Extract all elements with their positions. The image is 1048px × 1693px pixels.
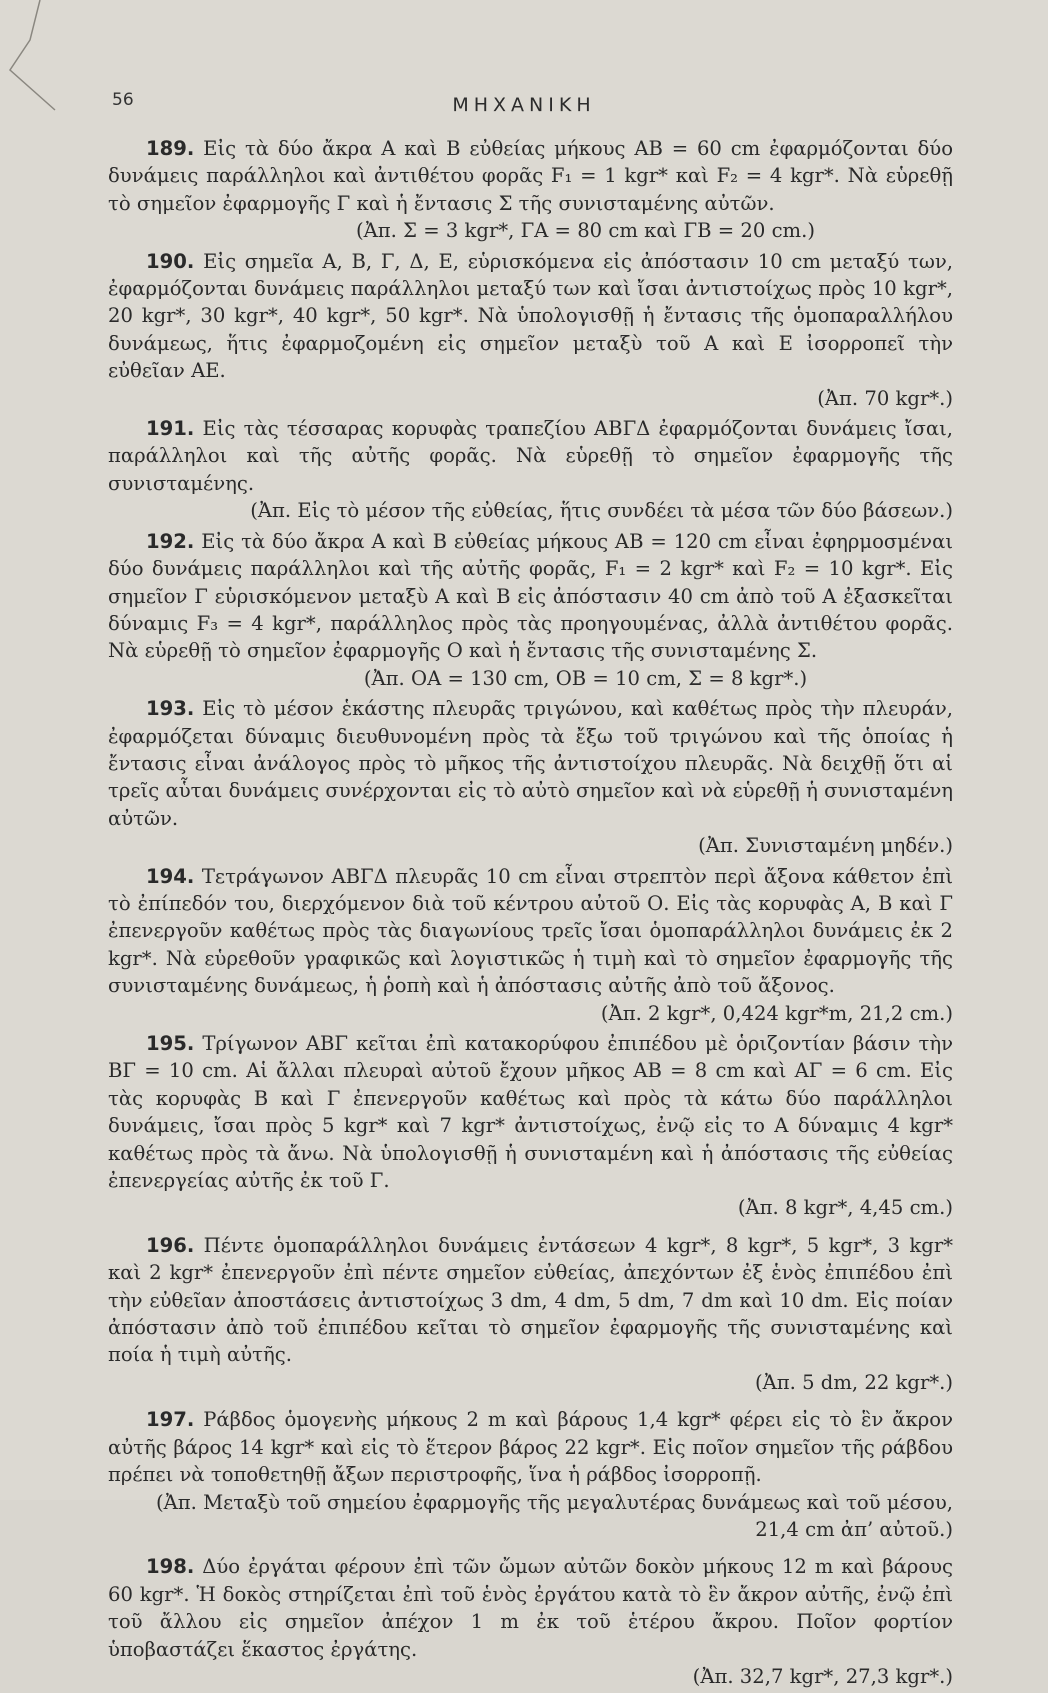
- problem-194: [108, 863, 953, 1027]
- problem-list: [108, 135, 953, 1693]
- problem-198: [108, 1553, 953, 1690]
- problem-answer: (Ἀπ. 5 dm, 22 kgr*.): [754, 1370, 953, 1394]
- problem-text: Εἰς τὰ δύο ἄκρα Α καὶ Β εὐθείας μήκους ΑΒ = 120 cm εἶναι ἐφηρμοσμέναι δύο δυνάμεις παράλληλοι καὶ τῆς αὐτῆς φορᾶς, F₁ = 2 kgr* καὶ F₂ = 10 kgr*. Εἰς σημεῖον Γ εὑρισκόμενον μεταξὺ Α καὶ Β εἰς ἀπόστασιν 40 cm ἀπὸ τοῦ Α ἐξασκεῖται δύναμις F₃ = 4 kgr*, παράλληλος πρὸς τὰς προηγουμένας, ἀλλὰ ἀντιθέτου φορᾶς. Νὰ εὑρεθῇ τὸ σημεῖον ἐφαρμογῆς Ο καὶ ἡ ἔντασις τῆς συνισταμένης Σ.: [108, 529, 953, 663]
- problem-text: Πέντε ὁμοπαράλληλοι δυνάμεις ἐντάσεων 4 kgr*, 8 kgr*, 5 kgr*, 3 kgr* καὶ 2 kgr* ἐπενεργοῦν ἐπὶ πέντε σημεῖον εὐθείας, ἀπεχόντων ἐξ ἑνὸς ἐπιπέδου ἐπὶ τὴν εὐθεῖαν ἀποστάσεις ἀντιστοίχως 3 dm, 4 dm, 5 dm, 7 dm καὶ 10 dm. Εἰς ποίαν ἀπόστασιν ἀπὸ τοῦ ἐπιπέδου κεῖται τὸ σημεῖον ἐφαρμογῆς τῆς συνισταμένης καὶ ποία ἡ τιμὴ αὐτῆς.: [108, 1233, 953, 1367]
- problem-answer: (Ἀπ. Εἰς τὸ μέσον τῆς εὐθείας, ἥτις συνδέει τὰ μέσα τῶν δύο βάσεων.): [250, 499, 953, 523]
- problem-196: [108, 1232, 953, 1396]
- problem-number: 196.: [146, 1233, 195, 1257]
- problem-number: 191.: [146, 417, 195, 441]
- problem-answer: (Ἀπ. 70 kgr*.): [817, 386, 953, 410]
- problem-text: Εἰς τὰ δύο ἄκρα Α καὶ Β εὐθείας μήκους ΑΒ = 60 cm ἐφαρμόζονται δύο δυνάμεις παράλληλοι καὶ ἀντιθέτου φορᾶς F₁ = 1 kgr* καὶ F₂ = 4 kgr*. Νὰ εὑρεθῇ τὸ σημεῖον ἐφαρμογῆς Γ καὶ ἡ ἔντασις Σ τῆς συνισταμένης αὐτῶν.: [108, 137, 953, 215]
- problem-189: [108, 135, 953, 245]
- problem-text: Εἰς σημεῖα Α, Β, Γ, Δ, Ε, εὑρισκόμενα εἰς ἀπόστασιν 10 cm μεταξύ των, ἐφαρμόζονται δυνάμεις παράλληλοι μεταξύ των καὶ ἴσαι ἀντιστοίχως πρὸς 10 kgr*, 20 kgr*, 30 kgr*, 40 kgr*, 50 kgr*. Νὰ ὑπολογισθῇ ἡ ἔντασις τῆς ὁμοπαραλλήλου δυνάμεως, ἥτις ἐφαρμοζομένη εἰς σημεῖον μεταξὺ τοῦ Α καὶ Ε ἰσορροπεῖ τὴν εὐθεῖαν ΑΕ.: [108, 249, 953, 383]
- problem-answer: (Ἀπ. 32,7 kgr*, 27,3 kgr*.): [692, 1664, 953, 1688]
- problem-192: [108, 528, 953, 692]
- problem-text: Εἰς τὰς τέσσαρας κορυφὰς τραπεζίου ΑΒΓΔ ἐφαρμόζονται δυνάμεις ἴσαι, παράλληλοι καὶ τῆς αὐτῆς φορᾶς. Νὰ εὑρεθῇ τὸ σημεῖον ἐφαρμογῆς τῆς συνισταμένης.: [108, 417, 953, 495]
- problem-answer: (Ἀπ. Μεταξὺ τοῦ σημείου ἐφαρμογῆς τῆς μεγαλυτέρας δυνάμεως καὶ τοῦ μέσου, 21,4 cm ἀπ’ αὐτοῦ.): [155, 1490, 953, 1541]
- problem-197: [108, 1406, 953, 1543]
- problem-195: [108, 1030, 953, 1222]
- problem-number: 193.: [146, 697, 195, 721]
- problem-text: Ράβδος ὁμογενὴς μήκους 2 m καὶ βάρους 1,4 kgr* φέρει εἰς τὸ ἓν ἄκρον αὐτῆς βάρος 14 kgr* καὶ εἰς τὸ ἕτερον βάρος 22 kgr*. Εἰς ποῖον σημεῖον τῆς ράβδου πρέπει νὰ τοποθετηθῇ ἄξων περιστροφῆς, ἵνα ἡ ράβδος ἰσορροπῇ.: [108, 1408, 953, 1487]
- problem-answer: (Ἀπ. 2 kgr*, 0,424 kgr*m, 21,2 cm.): [600, 1001, 953, 1025]
- problem-answer: (Ἀπ. Σ = 3 kgr*, ΓΑ = 80 cm καὶ ΓΒ = 20 cm.): [356, 219, 815, 243]
- problem-number: 198.: [146, 1555, 195, 1579]
- problem-text: Τρίγωνον ΑΒΓ κεῖται ἐπὶ κατακορύφου ἐπιπέδου μὲ ὁριζοντίαν βάσιν τὴν ΒΓ = 10 cm. Αἱ ἄλλαι πλευραὶ αὐτοῦ ἔχουν μῆκος ΑΒ = 8 cm καὶ ΑΓ = 6 cm. Εἰς τὰς κορυφὰς Β καὶ Γ ἐπενεργοῦν καθέτως καὶ πρὸς τὰ κάτω δύο παράλληλοι δυνάμεις, ἴσαι πρὸς 5 kgr* καὶ 7 kgr* ἀντιστοίχως, ἐνῷ εἰς το Α δύναμις 4 kgr* καθέτως πρὸς τὰ ἄνω. Νὰ ὑπολογισθῇ ἡ συνισταμένη καὶ ἡ ἀπόστασις τῆς εὐθείας ἐπενεργείας αὐτῆς ἐκ τοῦ Γ.: [108, 1032, 954, 1193]
- running-head: ΜΗΧΑΝΙΚΗ: [452, 94, 596, 116]
- problem-193: [108, 695, 953, 859]
- problem-number: 197.: [146, 1408, 195, 1432]
- problem-text: Εἰς τὸ μέσον ἑκάστης πλευρᾶς τριγώνου, καὶ καθέτως πρὸς τὴν πλευράν, ἐφαρμόζεται δύναμις διευθυνομένη πρὸς τὰ ἔξω τοῦ τριγώνου καὶ τῆς ὁποίας ἡ ἔντασις εἶναι ἀνάλογος πρὸς τὸ μῆκος τῆς ἀντιστοίχου πλευρᾶς. Νὰ δειχθῇ ὅτι αἱ τρεῖς αὗται δυνάμεις συνέρχονται εἰς τὸ αὐτὸ σημεῖον καὶ νὰ εὑρεθῇ ἡ συνισταμένη αὐτῶν.: [108, 697, 953, 830]
- problem-number: 192.: [146, 529, 195, 553]
- problem-number: 190.: [146, 249, 195, 273]
- problem-191: [108, 415, 953, 525]
- problem-text: Δύο ἐργάται φέρουν ἐπὶ τῶν ὤμων αὐτῶν δοκὸν μήκους 12 m καὶ βάρους 60 kgr*. Ἡ δοκὸς στηρίζεται ἐπὶ τοῦ ἑνὸς ἐργάτου κατὰ τὸ ἓν ἄκρον αὐτῆς, ἐνῷ ἐπὶ τοῦ ἄλλου εἰς σημεῖον ἀπέχον 1 m ἐκ τοῦ ἑτέρου ἄκρου. Ποῖον φορτίον ὑποβαστάζει ἕκαστος ἐργάτης.: [108, 1555, 953, 1661]
- problem-text: Τετράγωνον ΑΒΓΔ πλευρᾶς 10 cm εἶναι στρεπτὸν περὶ ἄξονα κάθετον ἐπὶ τὸ ἐπίπεδόν του, διερχόμενον διὰ τοῦ κέντρου αὐτοῦ Ο. Εἰς τὰς κορυφὰς Α, Β καὶ Γ ἐπενεργοῦν καθέτως πρὸς τὰς διαγωνίους τρεῖς ἴσαι ὁμοπαράλληλοι δυνάμεις ἐκ 2 kgr*. Νὰ εὑρεθοῦν γραφικῶς καὶ λογιστικῶς ἡ τιμὴ καὶ τὸ σημεῖον ἐφαρμογῆς τῆς συνισταμένης δυνάμεως, ἡ ῥοπὴ καὶ ἡ ἀπόστασις αὐτῆς ἀπὸ τοῦ ἄξονος.: [108, 864, 953, 998]
- problem-answer: (Ἀπ. 8 kgr*, 4,45 cm.): [737, 1196, 953, 1220]
- problem-answer: (Ἀπ. Συνισταμένη μηδέν.): [698, 834, 953, 858]
- problem-answer: (Ἀπ. ΟΑ = 130 cm, ΟΒ = 10 cm, Σ = 8 kgr*.): [363, 666, 808, 690]
- problem-number: 189.: [146, 137, 195, 160]
- problem-number: 194.: [146, 864, 195, 888]
- problem-number: 195.: [146, 1032, 195, 1055]
- problem-190: [108, 248, 953, 412]
- page-number: 56: [112, 90, 134, 110]
